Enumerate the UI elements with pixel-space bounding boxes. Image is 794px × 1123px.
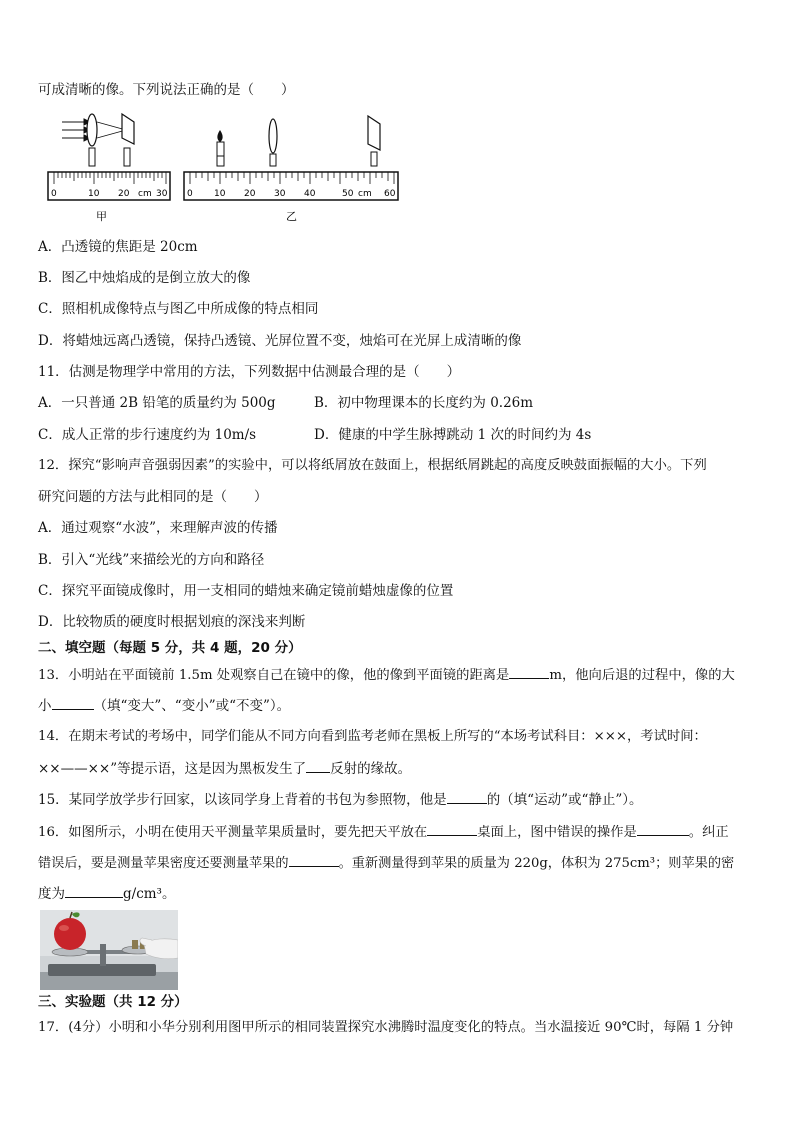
q16-line1	[38, 822, 729, 842]
candle-body	[217, 142, 224, 156]
parallel-rays	[62, 119, 90, 141]
balance-photo-svg	[40, 910, 178, 990]
q15-text-2: 的（填“运动”或“静止”）。	[486, 792, 643, 808]
q10-stem-tail: 可成清晰的像。下列说法正确的是（ ）	[38, 82, 295, 98]
q13-blank-2[interactable]	[52, 696, 94, 710]
q17-line1: 17．(4分）小明和小华分别利用图甲所示的相同装置探究水沸腾时温度变化的特点。当水温接近 90℃时，每隔 1 分钟	[38, 1020, 734, 1035]
q13-text-4: （填“变大”、“变小”或“不变”）。	[93, 698, 291, 714]
lens-a-stand	[89, 148, 95, 166]
lens-b	[269, 119, 277, 153]
apple	[54, 918, 86, 950]
q12-option-c: C．探究平面镜成像时，用一支相同的蜡烛来确定镜前蜡烛虚像的位置	[38, 583, 454, 599]
q16-text-1: 16．如图所示，小明在使用天平测量苹果质量时，要先把天平放在	[38, 825, 428, 840]
q13-line2	[38, 696, 290, 715]
candle-flame	[217, 130, 222, 142]
figure-label-yi: 乙	[286, 210, 297, 223]
q16-text-6: 度为	[38, 886, 65, 902]
q14-text-2: ××——××”等提示语，这是因为黑板发生了	[38, 761, 307, 777]
figure-label-jia: 甲	[96, 210, 107, 223]
ruler-b-tick-40: 40	[304, 189, 316, 199]
q10-option-b: B．图乙中烛焰成的是倒立放大的像	[38, 270, 251, 286]
balance-photo	[40, 910, 178, 990]
candle-stand	[217, 156, 224, 166]
ruler-b	[184, 116, 398, 223]
q11-option-a: A．一只普通 2B 铅笔的质量约为 500g	[38, 395, 276, 411]
q12-stem-line1: 12．探究“影响声音强弱因素”的实验中，可以将纸屑放在鼓面上，根据纸屑跳起的高度反映鼓面振幅的大小。下列	[38, 458, 707, 473]
q12-option-d: D．比较物质的硬度时根据划痕的深浅来判断	[38, 614, 306, 630]
q13-line1	[38, 665, 735, 685]
q13-text-2: m，他向后退的过程中，像的大	[549, 668, 735, 683]
ruler-b-tick-20: 20	[244, 189, 256, 199]
screen-a	[122, 114, 134, 144]
ruler-a	[48, 114, 170, 223]
q10-option-d: D．将蜡烛远离凸透镜，保持凸透镜、光屏位置不变，烛焰可在光屏上成清晰的像	[38, 333, 522, 349]
q15-text-1: 15．某同学放学步行回家，以该同学身上背着的书包为参照物，他是	[38, 792, 447, 808]
q16-text-2: 桌面上，图中错误的操作是	[477, 825, 637, 840]
q11-stem: 11．估测是物理学中常用的方法，下列数据中估测最合理的是（ ）	[38, 364, 461, 380]
section-3-heading: 三、实验题（共 12 分）	[38, 994, 188, 1010]
q11-option-b: B．初中物理课本的长度约为 0.26m	[314, 395, 534, 411]
q12-option-a: A．通过观察“水波”，来理解声波的传播	[38, 520, 278, 536]
ruler-b-tick-50: 50	[342, 189, 354, 199]
q13-text-3: 小	[38, 698, 52, 714]
q16-blank-2[interactable]	[637, 822, 689, 836]
q13-blank-1[interactable]	[509, 665, 549, 679]
q14-line2	[38, 759, 411, 778]
ruler-a-tick-20: 20	[118, 189, 130, 199]
q16-line3	[38, 884, 175, 903]
q12-option-b: B．引入“光线”来描绘光的方向和路径	[38, 552, 265, 568]
q14-text-3: 反射的缘故。	[330, 761, 412, 777]
optics-figure-svg	[44, 108, 404, 228]
ruler-a-tick-10: 10	[88, 189, 100, 199]
q16-text-7: g/cm³。	[123, 886, 176, 902]
ruler-b-tick-30: 30	[274, 189, 286, 199]
screen-a-stand	[124, 148, 130, 166]
q16-blank-3[interactable]	[289, 853, 339, 867]
q16-text-3: 。纠正	[688, 825, 729, 840]
q16-line2	[38, 853, 734, 873]
q15-line	[38, 790, 643, 809]
ruler-a-tick-30: 30	[156, 189, 168, 199]
ruler-b-tick-60: 60	[384, 189, 396, 199]
lens-b-stand	[270, 154, 276, 166]
q15-blank-1[interactable]	[447, 790, 487, 804]
q14-line1: 14．在期末考试的考场中，同学们能从不同方向看到监考老师在黑板上所写的“本场考试科目：×××，考试时间：	[38, 729, 707, 744]
q16-blank-1[interactable]	[427, 822, 477, 836]
lens-a	[87, 114, 97, 146]
q16-blank-4[interactable]	[65, 884, 123, 898]
optics-figure	[44, 108, 404, 228]
q16-text-5: 。重新测量得到苹果的质量为 220g，体积为 275cm³；则苹果的密	[338, 856, 735, 871]
q10-option-a: A．凸透镜的焦距是 20cm	[38, 239, 198, 255]
screen-b-stand	[371, 152, 377, 166]
q10-option-c: C．照相机成像特点与图乙中所成像的特点相同	[38, 301, 319, 317]
q12-stem-line2: 研究问题的方法与此相同的是（ ）	[38, 489, 268, 505]
ruler-b-unit: cm	[358, 189, 372, 199]
section-2-heading: 二、填空题（每题 5 分，共 4 题，20 分）	[38, 640, 302, 656]
q11-option-d: D．健康的中学生脉搏跳动 1 次的时间约为 4s	[314, 427, 592, 443]
q16-text-4: 错误后，要是测量苹果密度还要测量苹果的	[38, 856, 289, 871]
q14-blank-1[interactable]	[306, 759, 330, 773]
screen-b	[368, 116, 380, 150]
ruler-b-tick-10: 10	[214, 189, 226, 199]
ruler-a-unit: cm	[138, 189, 152, 199]
ruler-a-tick-0: 0	[51, 189, 57, 199]
q11-option-c: C．成人正常的步行速度约为 10m/s	[38, 427, 257, 443]
ruler-b-tick-0: 0	[187, 189, 193, 199]
q13-text-1: 13．小明站在平面镜前 1.5m 处观察自己在镜中的像，他的像到平面镜的距离是	[38, 668, 510, 683]
